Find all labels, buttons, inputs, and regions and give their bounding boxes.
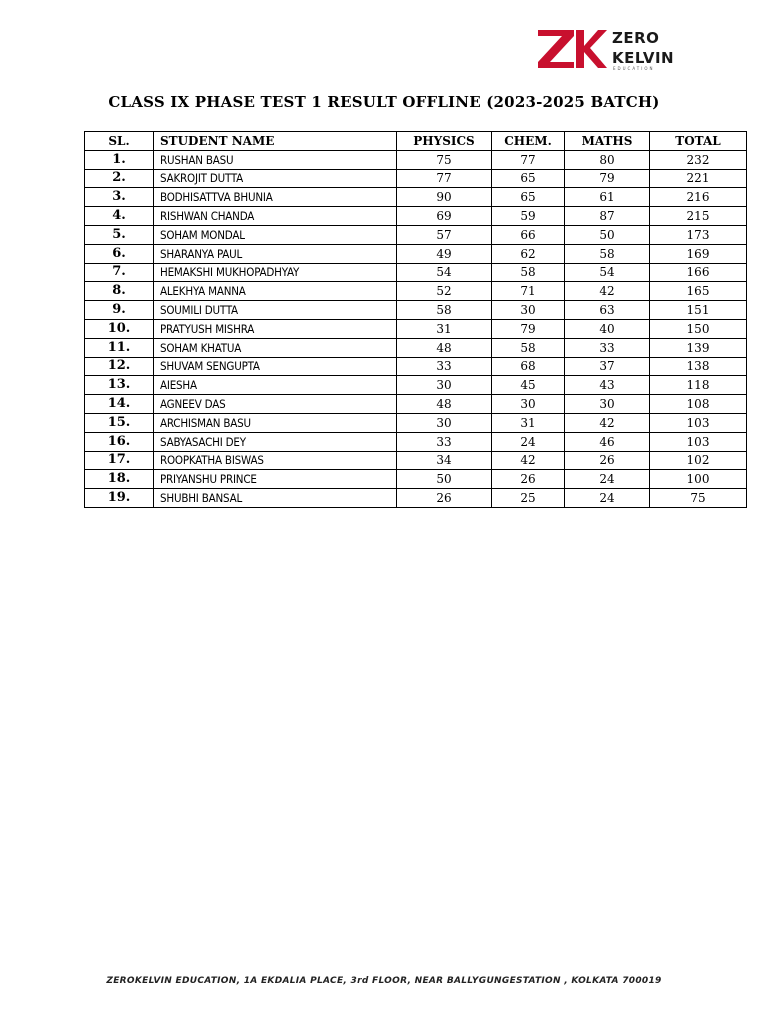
cell-physics: 33 bbox=[397, 432, 492, 451]
cell-total: 75 bbox=[650, 489, 747, 508]
cell-sl: 14. bbox=[85, 395, 154, 414]
cell-total: 232 bbox=[650, 150, 747, 169]
table-row bbox=[85, 225, 747, 244]
cell-maths: 80 bbox=[565, 150, 650, 169]
cell-chem: 58 bbox=[492, 263, 565, 282]
cell-chem: 42 bbox=[492, 451, 565, 470]
cell-physics: 57 bbox=[397, 225, 492, 244]
cell-student-name: SHUVAM SENGUPTA bbox=[154, 357, 397, 376]
cell-maths: 26 bbox=[565, 451, 650, 470]
cell-physics: 49 bbox=[397, 244, 492, 263]
table-row bbox=[85, 169, 747, 188]
cell-total: 215 bbox=[650, 207, 747, 226]
table-row bbox=[85, 432, 747, 451]
cell-maths: 58 bbox=[565, 244, 650, 263]
cell-chem: 71 bbox=[492, 282, 565, 301]
cell-total: 221 bbox=[650, 169, 747, 188]
cell-sl: 11. bbox=[85, 338, 154, 357]
cell-physics: 58 bbox=[397, 301, 492, 320]
cell-chem: 66 bbox=[492, 225, 565, 244]
cell-student-name: ALEKHYA MANNA bbox=[154, 282, 397, 301]
cell-physics: 30 bbox=[397, 376, 492, 395]
results-table bbox=[84, 131, 747, 508]
cell-student-name: RISHWAN CHANDA bbox=[154, 207, 397, 226]
cell-maths: 42 bbox=[565, 282, 650, 301]
cell-student-name: SABYASACHI DEY bbox=[154, 432, 397, 451]
cell-sl: 5. bbox=[85, 225, 154, 244]
cell-maths: 24 bbox=[565, 489, 650, 508]
cell-chem: 25 bbox=[492, 489, 565, 508]
zk-logo-icon bbox=[536, 26, 608, 70]
header-student-name: STUDENT NAME bbox=[154, 132, 397, 151]
cell-chem: 79 bbox=[492, 319, 565, 338]
cell-total: 139 bbox=[650, 338, 747, 357]
header-total: TOTAL bbox=[650, 132, 747, 151]
table-row bbox=[85, 338, 747, 357]
cell-chem: 45 bbox=[492, 376, 565, 395]
table-row bbox=[85, 150, 747, 169]
cell-physics: 30 bbox=[397, 413, 492, 432]
cell-student-name: SOHAM MONDAL bbox=[154, 225, 397, 244]
cell-total: 166 bbox=[650, 263, 747, 282]
cell-total: 100 bbox=[650, 470, 747, 489]
table-row bbox=[85, 319, 747, 338]
cell-chem: 68 bbox=[492, 357, 565, 376]
header-physics: PHYSICS bbox=[397, 132, 492, 151]
cell-physics: 31 bbox=[397, 319, 492, 338]
cell-physics: 33 bbox=[397, 357, 492, 376]
cell-sl: 15. bbox=[85, 413, 154, 432]
cell-chem: 62 bbox=[492, 244, 565, 263]
cell-student-name: SHUBHI BANSAL bbox=[154, 489, 397, 508]
cell-total: 165 bbox=[650, 282, 747, 301]
cell-physics: 48 bbox=[397, 338, 492, 357]
table-row bbox=[85, 376, 747, 395]
page-title: CLASS IX PHASE TEST 1 RESULT OFFLINE (2023-2025 BATCH) bbox=[108, 93, 660, 111]
cell-sl: 8. bbox=[85, 282, 154, 301]
header-chem: CHEM. bbox=[492, 132, 565, 151]
table-row bbox=[85, 207, 747, 226]
cell-student-name: ROOPKATHA BISWAS bbox=[154, 451, 397, 470]
cell-chem: 30 bbox=[492, 301, 565, 320]
cell-chem: 30 bbox=[492, 395, 565, 414]
cell-chem: 58 bbox=[492, 338, 565, 357]
cell-maths: 79 bbox=[565, 169, 650, 188]
cell-physics: 48 bbox=[397, 395, 492, 414]
cell-chem: 59 bbox=[492, 207, 565, 226]
cell-chem: 24 bbox=[492, 432, 565, 451]
cell-physics: 54 bbox=[397, 263, 492, 282]
cell-maths: 46 bbox=[565, 432, 650, 451]
table-header-row bbox=[85, 132, 747, 151]
cell-total: 108 bbox=[650, 395, 747, 414]
table-row bbox=[85, 451, 747, 470]
cell-maths: 37 bbox=[565, 357, 650, 376]
cell-total: 138 bbox=[650, 357, 747, 376]
cell-maths: 24 bbox=[565, 470, 650, 489]
cell-student-name: RUSHAN BASU bbox=[154, 150, 397, 169]
cell-chem: 77 bbox=[492, 150, 565, 169]
cell-total: 169 bbox=[650, 244, 747, 263]
cell-chem: 65 bbox=[492, 169, 565, 188]
cell-chem: 26 bbox=[492, 470, 565, 489]
cell-sl: 10. bbox=[85, 319, 154, 338]
cell-sl: 12. bbox=[85, 357, 154, 376]
cell-total: 151 bbox=[650, 301, 747, 320]
cell-maths: 63 bbox=[565, 301, 650, 320]
table-row bbox=[85, 188, 747, 207]
table-row bbox=[85, 244, 747, 263]
cell-total: 118 bbox=[650, 376, 747, 395]
cell-maths: 40 bbox=[565, 319, 650, 338]
logo-word-kelvin: KELVIN bbox=[612, 49, 675, 67]
cell-total: 216 bbox=[650, 188, 747, 207]
cell-student-name: SOHAM KHATUA bbox=[154, 338, 397, 357]
zero-kelvin-logo bbox=[536, 26, 676, 76]
cell-student-name: HEMAKSHI MUKHOPADHYAY bbox=[154, 263, 397, 282]
table-row bbox=[85, 357, 747, 376]
cell-sl: 4. bbox=[85, 207, 154, 226]
cell-physics: 90 bbox=[397, 188, 492, 207]
cell-maths: 43 bbox=[565, 376, 650, 395]
cell-student-name: AIESHA bbox=[154, 376, 397, 395]
cell-sl: 6. bbox=[85, 244, 154, 263]
cell-maths: 30 bbox=[565, 395, 650, 414]
cell-student-name: ARCHISMAN BASU bbox=[154, 413, 397, 432]
cell-maths: 87 bbox=[565, 207, 650, 226]
table-row bbox=[85, 489, 747, 508]
cell-maths: 33 bbox=[565, 338, 650, 357]
logo-subtitle: EDUCATION bbox=[613, 66, 655, 71]
cell-sl: 18. bbox=[85, 470, 154, 489]
cell-total: 150 bbox=[650, 319, 747, 338]
cell-maths: 54 bbox=[565, 263, 650, 282]
cell-student-name: SHARANYA PAUL bbox=[154, 244, 397, 263]
header-maths: MATHS bbox=[565, 132, 650, 151]
cell-physics: 69 bbox=[397, 207, 492, 226]
cell-chem: 65 bbox=[492, 188, 565, 207]
cell-total: 173 bbox=[650, 225, 747, 244]
cell-physics: 52 bbox=[397, 282, 492, 301]
cell-sl: 3. bbox=[85, 188, 154, 207]
cell-sl: 9. bbox=[85, 301, 154, 320]
cell-student-name: SOUMILI DUTTA bbox=[154, 301, 397, 320]
cell-maths: 61 bbox=[565, 188, 650, 207]
table-row bbox=[85, 282, 747, 301]
cell-total: 103 bbox=[650, 413, 747, 432]
cell-sl: 7. bbox=[85, 263, 154, 282]
cell-physics: 75 bbox=[397, 150, 492, 169]
logo-word-zero: ZERO bbox=[612, 29, 660, 47]
cell-total: 102 bbox=[650, 451, 747, 470]
cell-total: 103 bbox=[650, 432, 747, 451]
cell-maths: 42 bbox=[565, 413, 650, 432]
cell-maths: 50 bbox=[565, 225, 650, 244]
cell-physics: 77 bbox=[397, 169, 492, 188]
table-row bbox=[85, 413, 747, 432]
table-row bbox=[85, 301, 747, 320]
cell-sl: 16. bbox=[85, 432, 154, 451]
table-row bbox=[85, 263, 747, 282]
cell-student-name: PRATYUSH MISHRA bbox=[154, 319, 397, 338]
results-table-body bbox=[85, 150, 747, 507]
table-row bbox=[85, 470, 747, 489]
cell-chem: 31 bbox=[492, 413, 565, 432]
cell-student-name: SAKROJIT DUTTA bbox=[154, 169, 397, 188]
cell-sl: 19. bbox=[85, 489, 154, 508]
cell-sl: 17. bbox=[85, 451, 154, 470]
cell-student-name: AGNEEV DAS bbox=[154, 395, 397, 414]
table-row bbox=[85, 395, 747, 414]
cell-physics: 34 bbox=[397, 451, 492, 470]
cell-sl: 1. bbox=[85, 150, 154, 169]
footer-address: ZEROKELVIN EDUCATION, 1A EKDALIA PLACE, 3rd FLOOR, NEAR BALLYGUNGESTATION , KOLKATA 700019 bbox=[106, 976, 662, 986]
cell-sl: 13. bbox=[85, 376, 154, 395]
cell-student-name: PRIYANSHU PRINCE bbox=[154, 470, 397, 489]
cell-student-name: BODHISATTVA BHUNIA bbox=[154, 188, 397, 207]
cell-sl: 2. bbox=[85, 169, 154, 188]
cell-physics: 50 bbox=[397, 470, 492, 489]
cell-physics: 26 bbox=[397, 489, 492, 508]
header-sl: SL. bbox=[85, 132, 154, 151]
